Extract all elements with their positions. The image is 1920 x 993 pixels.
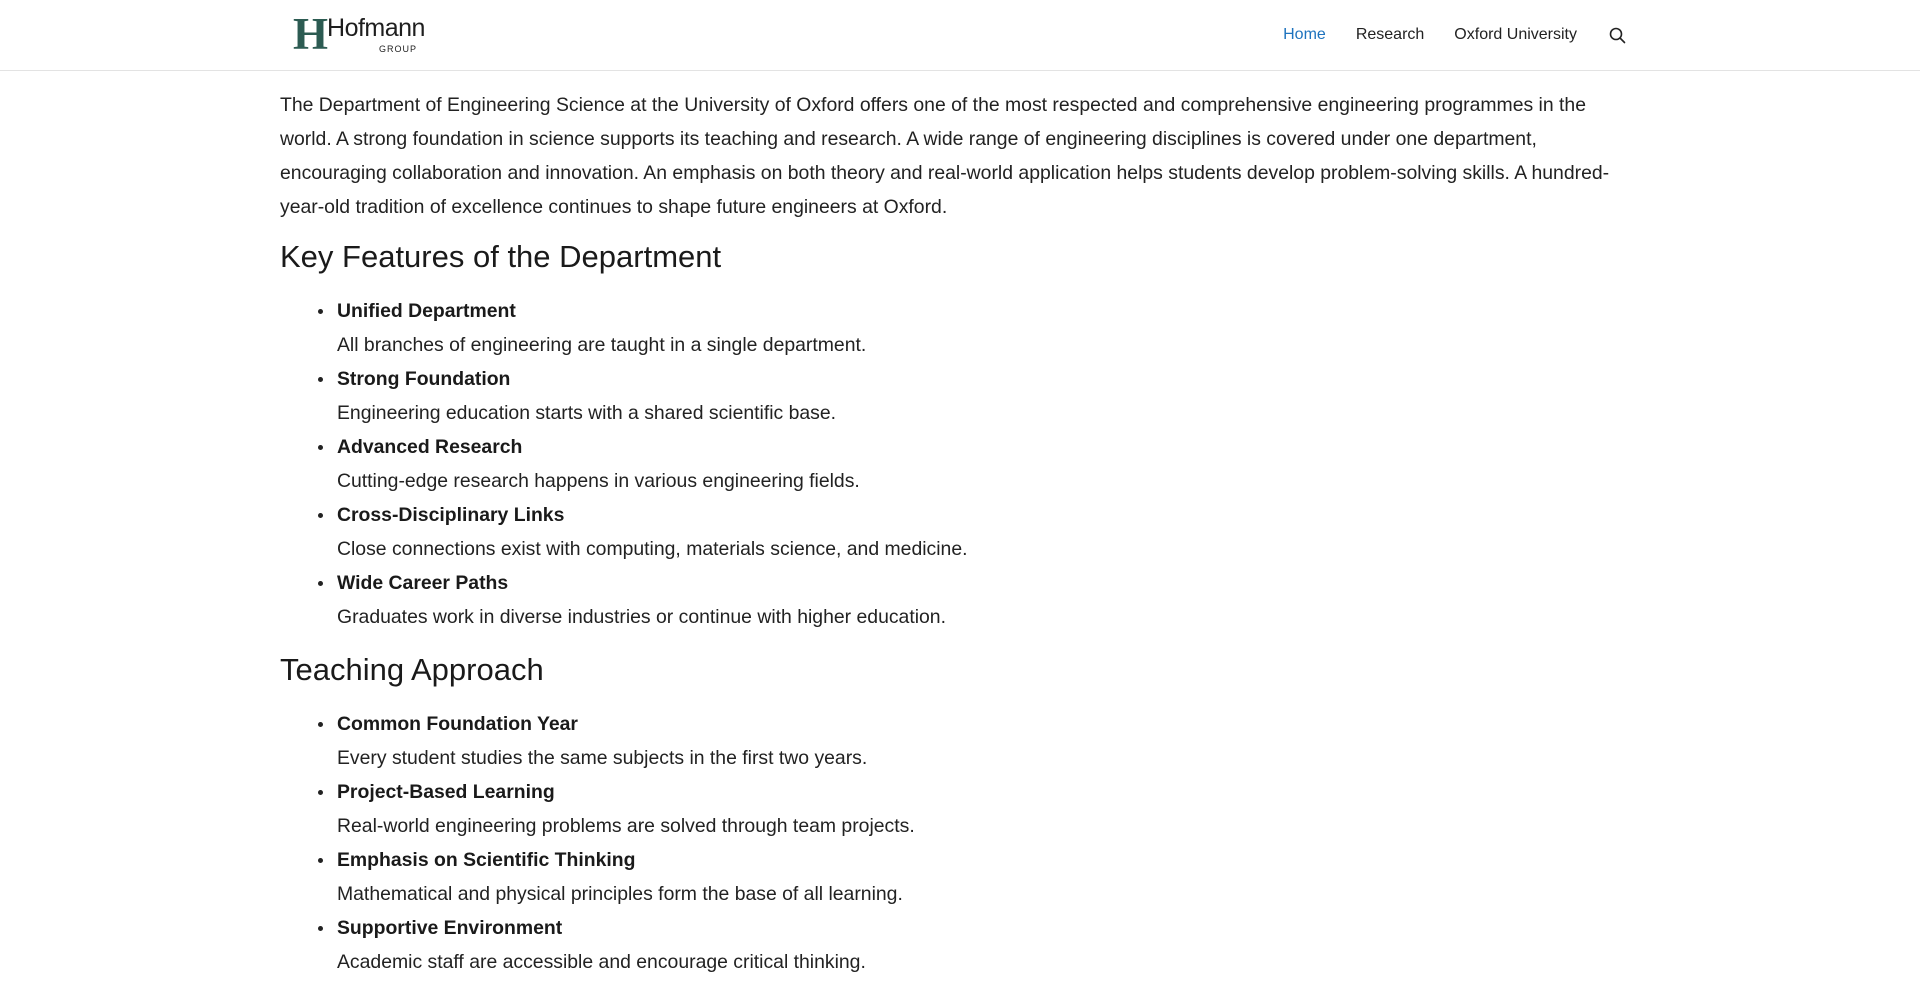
item-title: Project-Based Learning (337, 781, 555, 803)
list-item (337, 566, 1640, 634)
list-item (337, 430, 1640, 498)
item-title: Emphasis on Scientific Thinking (337, 849, 636, 871)
logo-word: Hofmann (327, 14, 425, 42)
teaching-heading: Teaching Approach (280, 652, 544, 687)
item-description: Mathematical and physical principles form the base of all learning. (337, 883, 903, 905)
item-title: Supportive Environment (337, 917, 563, 939)
item-description: Academic staff are accessible and encourage critical thinking. (337, 951, 866, 973)
list-item (337, 775, 1640, 843)
item-description: Real-world engineering problems are solved through team projects. (337, 815, 915, 837)
item-title: Advanced Research (337, 436, 523, 458)
nav-home[interactable]: Home (1283, 26, 1326, 43)
list-item (337, 911, 1640, 979)
item-title: Common Foundation Year (337, 713, 578, 735)
list-item (337, 707, 1640, 775)
list-item (337, 294, 1640, 362)
item-title: Strong Foundation (337, 368, 511, 390)
site-header (0, 0, 1920, 71)
item-title: Wide Career Paths (337, 572, 509, 594)
list-item (337, 362, 1640, 430)
item-title: Unified Department (337, 300, 516, 322)
item-description: Every student studies the same subjects in the first two years. (337, 747, 868, 769)
intro-paragraph: The Department of Engineering Science at the University of Oxford offers one of the most respected and comprehensive engineering programmes in the world. A strong foundation in science supports its teaching and research. A wide range of engineering disciplines is covered under one department, encouraging collaboration and innovation. An emphasis on both theory and real-world application helps students develop problem-solving skills. A hundred-year-old tradition of excellence continues to shape future engineers at Oxford. (280, 94, 1610, 218)
search-icon (1609, 27, 1626, 44)
logo-subtitle: GROUP (378, 44, 417, 54)
nav-research[interactable]: Research (1355, 26, 1425, 43)
item-description: Engineering education starts with a shared scientific base. (337, 402, 837, 424)
teaching-list (337, 707, 1640, 979)
logo[interactable] (293, 9, 425, 59)
features-heading: Key Features of the Department (280, 239, 722, 274)
logo-text (327, 14, 425, 54)
item-description: Graduates work in diverse industries or continue with higher education. (337, 606, 946, 628)
list-item (337, 498, 1640, 566)
list-item (337, 843, 1640, 911)
item-description: Close connections exist with computing, materials science, and medicine. (337, 538, 968, 560)
search-button[interactable] (1607, 25, 1627, 45)
features-list (337, 294, 1640, 634)
nav-oxford-university[interactable]: Oxford University (1454, 26, 1577, 43)
item-description: All branches of engineering are taught in a single department. (337, 334, 867, 356)
item-description: Cutting-edge research happens in various engineering fields. (337, 470, 860, 492)
article-content (280, 88, 1640, 979)
item-title: Cross-Disciplinary Links (337, 504, 565, 526)
logo-mark: H (293, 9, 327, 59)
main-nav (1253, 0, 1627, 70)
